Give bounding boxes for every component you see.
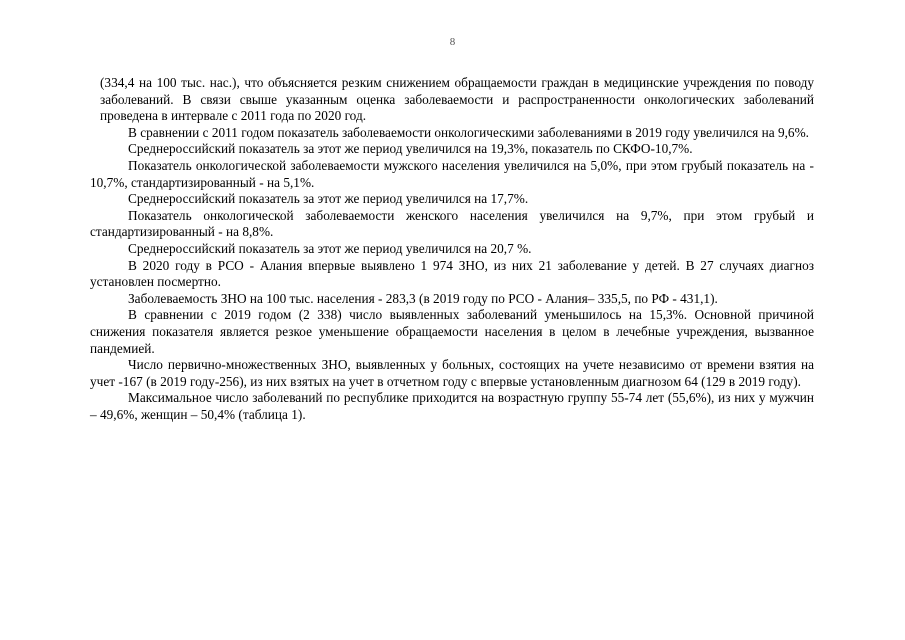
body-text (90, 75, 814, 423)
paragraph: Число первично-множественных ЗНО, выявленных у больных, состоящих на учете независимо от времени взятия на учет -167 (в 2019 году-256), из них взятых на учет в отчетном году с впервые установленным диагнозом 64 (129 в 2019 году). (90, 357, 814, 389)
paragraph: Среднероссийский показатель за этот же период увеличился на 19,3%, показатель по СКФО-10,7%. (128, 141, 693, 157)
paragraph: Среднероссийский показатель за этот же период увеличился на 20,7 %. (128, 240, 532, 256)
paragraph: Среднероссийский показатель за этот же период увеличился на 17,7%. (128, 191, 529, 207)
paragraph: В сравнении с 2019 годом (2 338) число выявленных заболеваний уменьшилось на 15,3%. Основной причиной снижения показателя является резкое уменьшение обращаемости населения в целом в лечебные учреждения, вызванное пандемией. (90, 307, 814, 356)
paragraph: В сравнении с 2011 годом показатель заболеваемости онкологическими заболеваниями в 2019 году увеличился на 9,6%. (128, 124, 809, 140)
paragraph: Заболеваемость ЗНО на 100 тыс. населения - 283,3 (в 2019 году по РСО - Алания– 335,5, по РФ - 431,1). (128, 290, 718, 306)
paragraph: Максимальное число заболеваний по республике приходится на возрастную группу 55-74 лет (55,6%), из них у мужчин – 49,6%, женщин – 50,4% (таблица 1). (90, 390, 814, 422)
paragraph: (334,4 на 100 тыс. нас.), что объясняется резким снижением обращаемости граждан в медицинские учреждения по поводу заболеваний. В связи свыше указанным оценка заболеваемости и распространенности онкологических заболеваний проведена в интервале с 2011 года по 2020 год. (100, 75, 814, 124)
paragraph: Показатель онкологической заболеваемости мужского населения увеличился на 5,0%, при этом грубый показатель на - 10,7%, стандартизированный - на 5,1%. (90, 157, 814, 190)
paragraph: Показатель онкологической заболеваемости женского населения увеличился на 9,7%, при этом грубый и стандартизированный - на 8,8%. (90, 207, 814, 240)
page-number: 8 (449, 36, 456, 48)
paragraph: В 2020 году в РСО - Алания впервые выявлено 1 974 ЗНО, из них 21 заболевание у детей. В 27 случаях диагноз установлен посмертно. (90, 257, 814, 290)
